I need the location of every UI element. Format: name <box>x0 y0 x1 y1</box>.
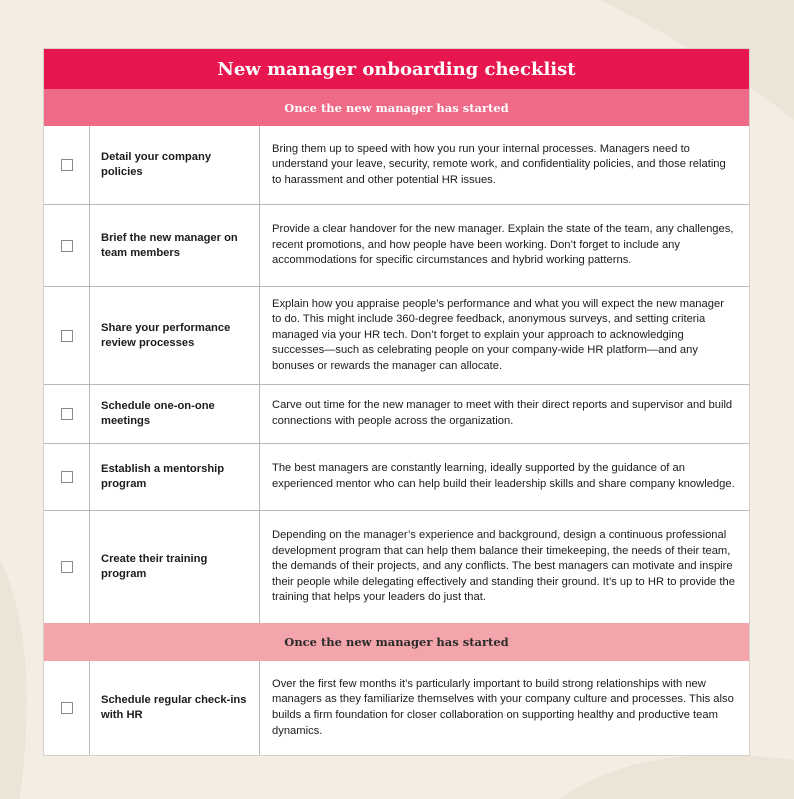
task-description: Depending on the manager’s experience and background, design a continuous professional development program that can help them balance their timekeeping, the needs of their team, the demands of their projects, and any conflicts. The best managers can motivate and inspire their people while delegating effectively and standing their ground. It’s up to HR to provide the training that helps your leaders do just that. <box>272 529 735 604</box>
task-description: Over the first few months it’s particularly important to build strong relationships with new managers as they familiarize themselves with your company culture and processes. This also builds a firm foundation for closer collaboration on supporting healthy and productive team dynamics. <box>272 677 734 737</box>
task-description: Explain how you appraise people’s performance and what you will expect the new manager to do. This might include 360-degree feedback, anonymous surveys, and setting criteria managed via your HR tech. Don’t forget to explain your approach to acknowledging successes—such as celebrating people on your company-wide HR platform—and any bonuses or rewards the manager can allocate. <box>272 297 724 372</box>
task-label: Create their training program <box>90 511 260 623</box>
checkbox[interactable] <box>61 330 73 342</box>
checklist-row <box>44 661 749 755</box>
checkbox[interactable] <box>61 471 73 483</box>
checklist-row <box>44 204 749 286</box>
checklist-row <box>44 126 749 204</box>
task-label: Schedule regular check-ins with HR <box>90 661 260 755</box>
task-label: Establish a mentorship program <box>90 444 260 510</box>
task-label: Schedule one-on-one meetings <box>90 385 260 443</box>
section-heading: Once the new manager has started <box>44 89 749 126</box>
task-description: The best managers are constantly learning, ideally supported by the guidance of an experienced mentor who can help build their leadership skills and share company knowledge. <box>272 462 735 490</box>
checklist-row <box>44 510 749 623</box>
checklist-row <box>44 286 749 384</box>
checkbox[interactable] <box>61 240 73 252</box>
task-description: Bring them up to speed with how you run your internal processes. Managers need to understand your leave, security, remote work, and confidentiality policies, and those relating to harassment and other potential HR issues. <box>272 142 726 186</box>
checklist-row <box>44 384 749 443</box>
task-label: Share your performance review processes <box>90 287 260 384</box>
section-heading: Once the new manager has started <box>44 623 749 661</box>
task-description: Carve out time for the new manager to meet with their direct reports and supervisor and build connections with people across the organization. <box>272 399 733 427</box>
checkbox[interactable] <box>61 561 73 573</box>
task-description: Provide a clear handover for the new manager. Explain the state of the team, any challenges, recent promotions, and how people have been working. Don’t forget to include any accommodations for specific circumstances and hybrid working patterns. <box>272 223 734 267</box>
task-label: Detail your company policies <box>90 126 260 204</box>
checkbox[interactable] <box>61 702 73 714</box>
checklist-row <box>44 443 749 510</box>
task-label: Brief the new manager on team members <box>90 205 260 286</box>
onboarding-checklist <box>43 48 750 756</box>
checklist-title: New manager onboarding checklist <box>44 49 749 89</box>
checkbox[interactable] <box>61 159 73 171</box>
checkbox[interactable] <box>61 408 73 420</box>
